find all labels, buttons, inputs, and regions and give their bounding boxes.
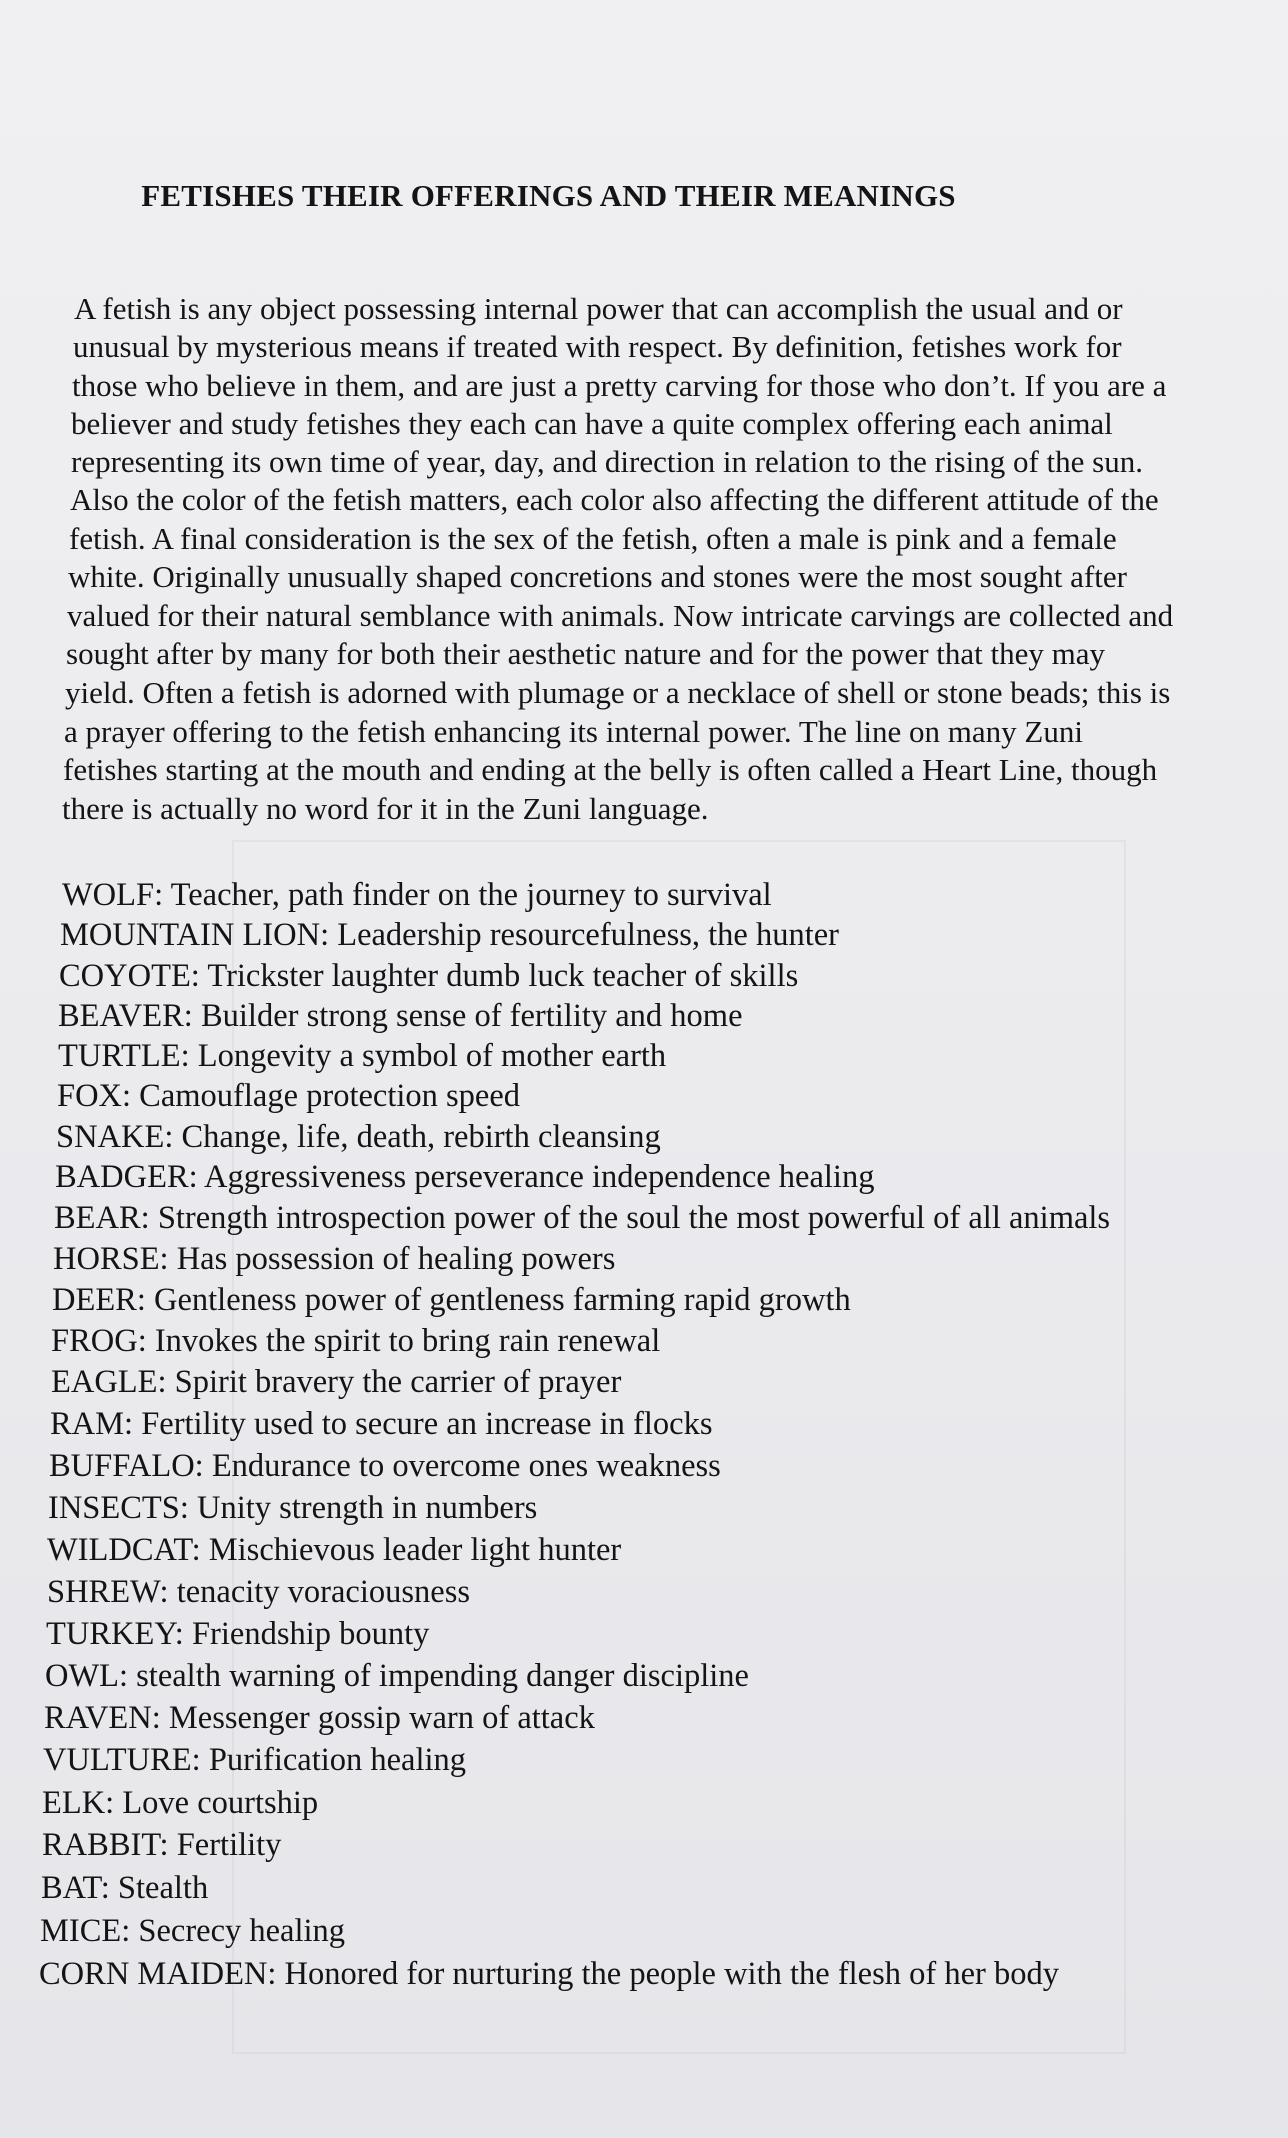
list-item: HORSE: Has possession of healing powers	[53, 1241, 616, 1277]
list-item: INSECTS: Unity strength in numbers	[48, 1490, 538, 1526]
list-item: WILDCAT: Mischievous leader light hunter	[47, 1532, 622, 1568]
intro-line: there is actually no word for it in the Zuni language.	[62, 791, 709, 826]
list-item: BADGER: Aggressiveness perseverance independence healing	[55, 1159, 875, 1195]
intro-line: a prayer offering to the fetish enhancing its internal power. The line on many Zuni	[64, 714, 1083, 749]
list-item: RAVEN: Messenger gossip warn of attack	[44, 1700, 595, 1736]
page-title	[0, 178, 1193, 214]
list-item: EAGLE: Spirit bravery the carrier of prayer	[51, 1364, 622, 1400]
list-item: WOLF: Teacher, path finder on the journey to survival	[62, 877, 772, 913]
list-item: RAM: Fertility used to secure an increase in flocks	[50, 1406, 713, 1442]
intro-line: sought after by many for both their aesthetic nature and for the power that they may	[66, 636, 1106, 671]
list-item: DEER: Gentleness power of gentleness farming rapid growth	[52, 1282, 851, 1318]
list-item: FROG: Invokes the spirit to bring rain renewal	[51, 1323, 661, 1359]
list-item: MOUNTAIN LION: Leadership resourcefulness, the hunter	[60, 917, 839, 953]
list-item: TURTLE: Longevity a symbol of mother earth	[58, 1038, 667, 1074]
intro-line: representing its own time of year, day, and direction in relation to the rising of the sun.	[71, 444, 1143, 479]
intro-line: Also the color of the fetish matters, each color also affecting the different attitude of the	[70, 482, 1159, 517]
list-item: ELK: Love courtship	[42, 1785, 319, 1821]
list-item: BEAVER: Builder strong sense of fertility and home	[58, 998, 743, 1034]
intro-line: yield. Often a fetish is adorned with plumage or a necklace of shell or stone beads; this is	[65, 675, 1171, 710]
intro-line: believer and study fetishes they each can have a quite complex offering each animal	[71, 406, 1113, 441]
intro-line: fetishes starting at the mouth and ending at the belly is often called a Heart Line, though	[63, 752, 1158, 787]
list-item: COYOTE: Trickster laughter dumb luck teacher of skills	[59, 958, 799, 994]
list-item: FOX: Camouflage protection speed	[57, 1078, 521, 1114]
list-item: SNAKE: Change, life, death, rebirth cleansing	[56, 1119, 661, 1155]
intro-paragraph	[0, 290, 1288, 850]
page-title-text: FETISHES THEIR OFFERINGS AND THEIR MEANINGS	[141, 178, 956, 213]
list-item: TURKEY: Friendship bounty	[46, 1616, 430, 1652]
list-item: MICE: Secrecy healing	[40, 1913, 346, 1949]
list-item: RABBIT: Fertility	[42, 1827, 282, 1863]
intro-line: A fetish is any object possessing internal power that can accomplish the usual and or	[74, 291, 1123, 326]
list-item: SHREW: tenacity voraciousness	[47, 1574, 471, 1610]
intro-line: fetish. A final consideration is the sex of the fetish, often a male is pink and a female	[69, 521, 1117, 556]
intro-line: valued for their natural semblance with animals. Now intricate carvings are collected and	[67, 598, 1174, 633]
list-item: VULTURE: Purification healing	[43, 1742, 467, 1778]
intro-line: white. Originally unusually shaped concretions and stones were the most sought after	[68, 559, 1127, 594]
list-item: BEAR: Strength introspection power of the soul the most powerful of all animals	[54, 1200, 1111, 1236]
intro-line: those who believe in them, and are just a pretty carving for those who don’t. If you are a	[72, 368, 1167, 403]
intro-line: unusual by mysterious means if treated with respect. By definition, fetishes work for	[73, 329, 1122, 364]
list-item: CORN MAIDEN: Honored for nurturing the people with the flesh of her body	[39, 1956, 1059, 1992]
list-item: OWL: stealth warning of impending danger discipline	[45, 1658, 749, 1694]
list-item: BAT: Stealth	[41, 1870, 209, 1906]
list-item: BUFFALO: Endurance to overcome ones weakness	[49, 1448, 721, 1484]
